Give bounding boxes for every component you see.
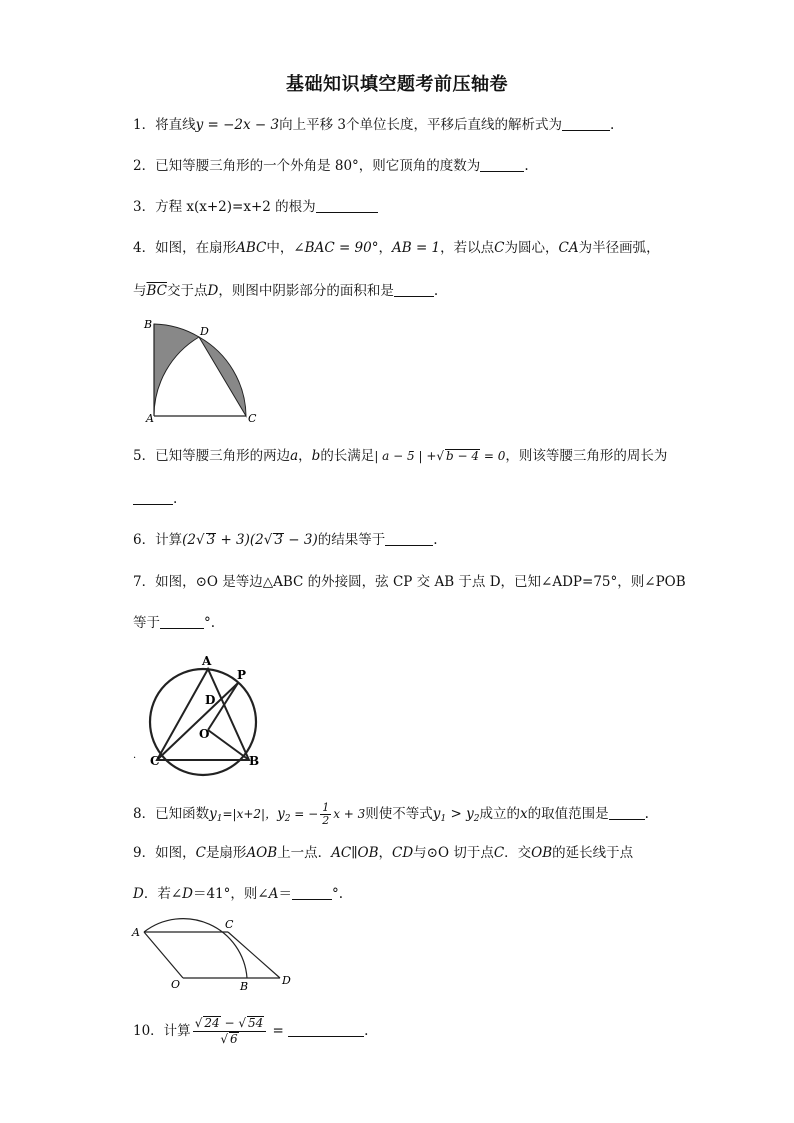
answer-blank[interactable] [394, 282, 434, 297]
label-p: P [237, 668, 247, 682]
chord-cp [157, 683, 238, 760]
figure-sector-abc [138, 318, 268, 428]
page-title: 基础知识填空题考前压轴卷 [286, 74, 508, 95]
question-4-line-1: 4．如图，在扇形ABC中，∠BAC = 90°，AB = 1，若以点C为圆心，CA为半径画弧， [133, 240, 660, 256]
label-a: A [146, 412, 154, 425]
answer-blank[interactable] [480, 157, 524, 172]
label-d: D [200, 325, 209, 338]
answer-blank[interactable] [160, 614, 204, 629]
fraction-one-half: $\frac{1}{2}$ [322, 801, 330, 827]
question-1: 1．将直线y = −2x − 3向上平移 3个单位长度，平移后直线的解析式为 . [133, 117, 615, 133]
label-o: O [199, 727, 210, 741]
shaded-region-right [199, 337, 246, 416]
segment-cd [228, 932, 280, 978]
stray-dot: . [133, 750, 137, 761]
label-b: B [144, 318, 153, 331]
answer-blank[interactable] [288, 1022, 364, 1037]
question-4-line-2: 与$\overline{BC}$交于点D，则图中阴影部分的面积和是 . [133, 283, 439, 299]
question-5-line-1: 5．已知等腰三角形的两边a，b的长满足| a − 5 | +√ b − 4 = 0，则该等腰三角形的周长为 [133, 448, 668, 464]
question-10: 10．计算 $\frac{√ 24 - √ 54}{√ 6}$ = . [133, 1016, 369, 1046]
question-2: 2．已知等腰三角形的一个外角是 80°，则它顶角的度数为 . [133, 158, 529, 174]
label-d: D [205, 693, 216, 707]
answer-blank[interactable] [562, 116, 610, 131]
label-c: C [225, 918, 234, 931]
answer-blank[interactable] [316, 198, 378, 213]
label-o: O [171, 978, 181, 991]
label-d: D [282, 974, 291, 987]
answer-blank[interactable] [385, 531, 433, 546]
answer-blank[interactable] [609, 805, 645, 820]
question-8: 8．已知函数$y_1=|x+2|$，$y_2$ = − $\frac{1}{2}$ x + 3则使不等式$y_1 > y_2$成立的x的取值范围是 . [133, 801, 649, 827]
figure-circle-abc [130, 652, 270, 780]
question-3: 3．方程 x(x+2)=x+2 的根为 [133, 198, 378, 216]
label-b: B [240, 980, 249, 993]
answer-blank[interactable] [133, 490, 173, 505]
label-a: A [132, 926, 140, 939]
label-a: A [202, 654, 212, 668]
label-b: B [249, 754, 260, 768]
question-7-line-1: 7．如图，⊙O 是等边△ABC 的外接圆，弦 CP 交 AB 于点 D，已知∠ADP=75°，则∠POB [133, 574, 686, 590]
equation: y = −2x − 3 [195, 117, 280, 133]
question-5-line-2: . [133, 490, 177, 508]
figure-sector-aob [128, 914, 298, 994]
fraction-radicals: $\frac{√ 24 - √ 54}{√ 6}$ [193, 1016, 267, 1047]
question-7-line-2: 等于 °. [133, 615, 216, 631]
segment-ao [144, 932, 183, 978]
answer-blank[interactable] [292, 885, 332, 900]
question-6: 6．计算(2√ 3 + 3)(2√ 3 − 3)的结果等于 . [133, 532, 438, 548]
question-9-line-1: 9．如图，C是扇形AOB上一点．AC∥OB，CD与⊙O 切于点C．交OB的延长线于点 [133, 845, 634, 861]
question-9-line-2: D．若∠D＝41°，则∠A＝ °. [133, 886, 344, 902]
label-c: C [248, 412, 257, 425]
label-c: C [150, 754, 160, 768]
shaded-region-left [154, 324, 199, 416]
